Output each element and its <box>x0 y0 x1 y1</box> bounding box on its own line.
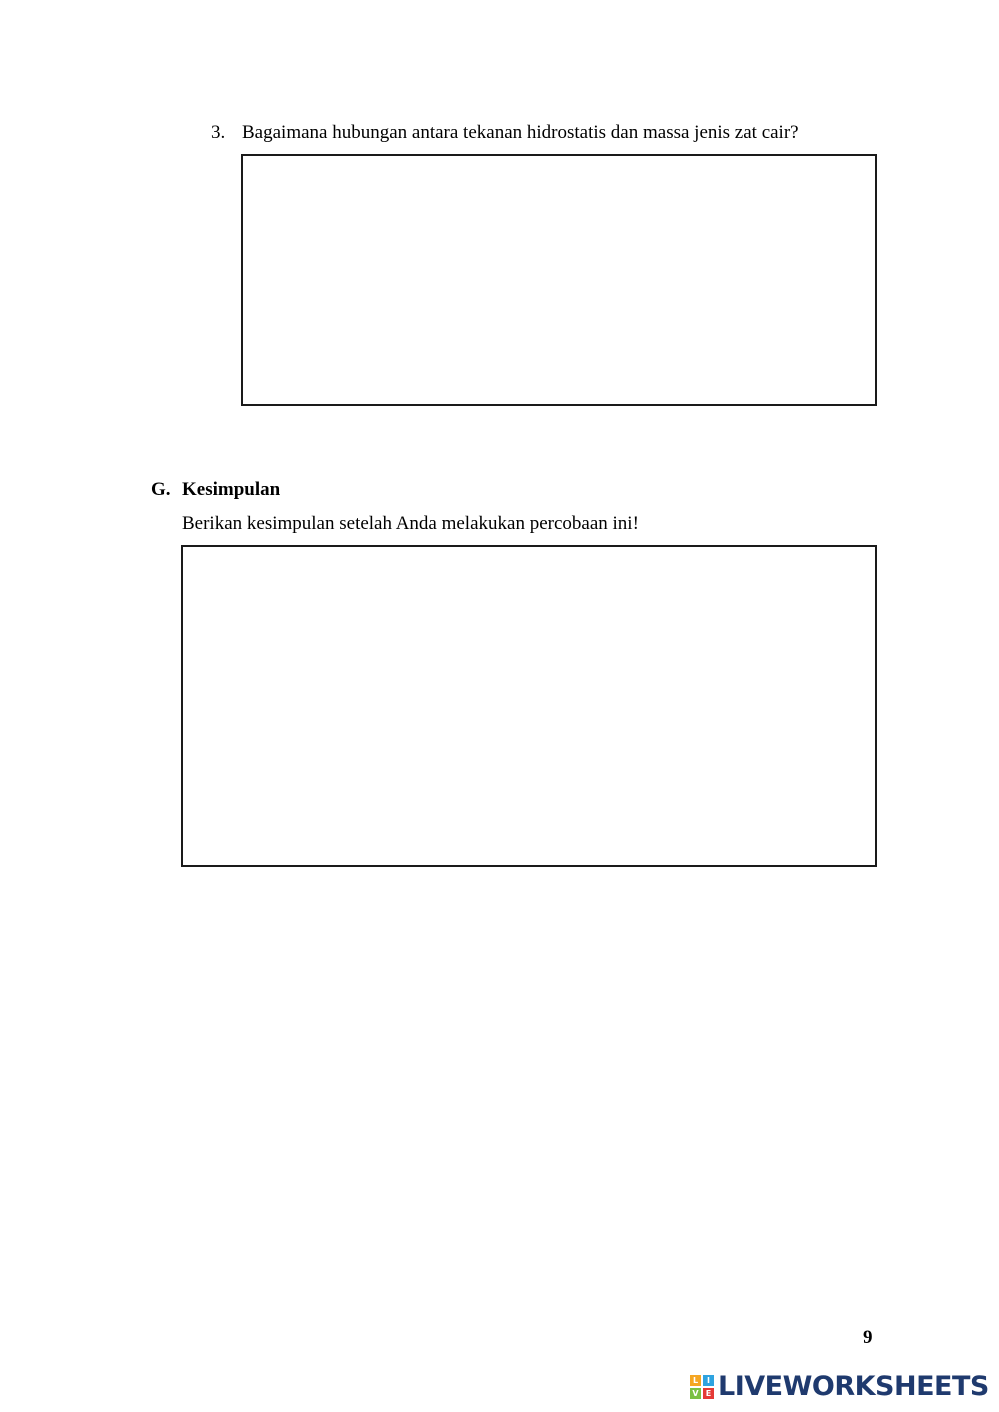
liveworksheets-icon <box>690 1375 714 1399</box>
section-letter: G. <box>151 479 171 500</box>
liveworksheets-wordmark: LIVEWORKSHEETS <box>718 1371 989 1402</box>
logo-tile-e: E <box>703 1388 714 1399</box>
liveworksheets-logo <box>690 1372 989 1402</box>
answer-box-question-3[interactable] <box>241 154 877 406</box>
logo-tile-v: V <box>690 1388 701 1399</box>
answer-box-conclusion[interactable] <box>181 545 877 867</box>
question-number: 3. <box>211 122 226 143</box>
logo-tile-l: L <box>690 1375 701 1386</box>
logo-tile-i: I <box>703 1375 714 1386</box>
conclusion-instruction: Berikan kesimpulan setelah Anda melakukan percobaan ini! <box>182 513 639 534</box>
question-text: Bagaimana hubungan antara tekanan hidrostatis dan massa jenis zat cair? <box>242 122 799 143</box>
page-number: 9 <box>863 1327 873 1348</box>
section-title: Kesimpulan <box>182 479 281 500</box>
